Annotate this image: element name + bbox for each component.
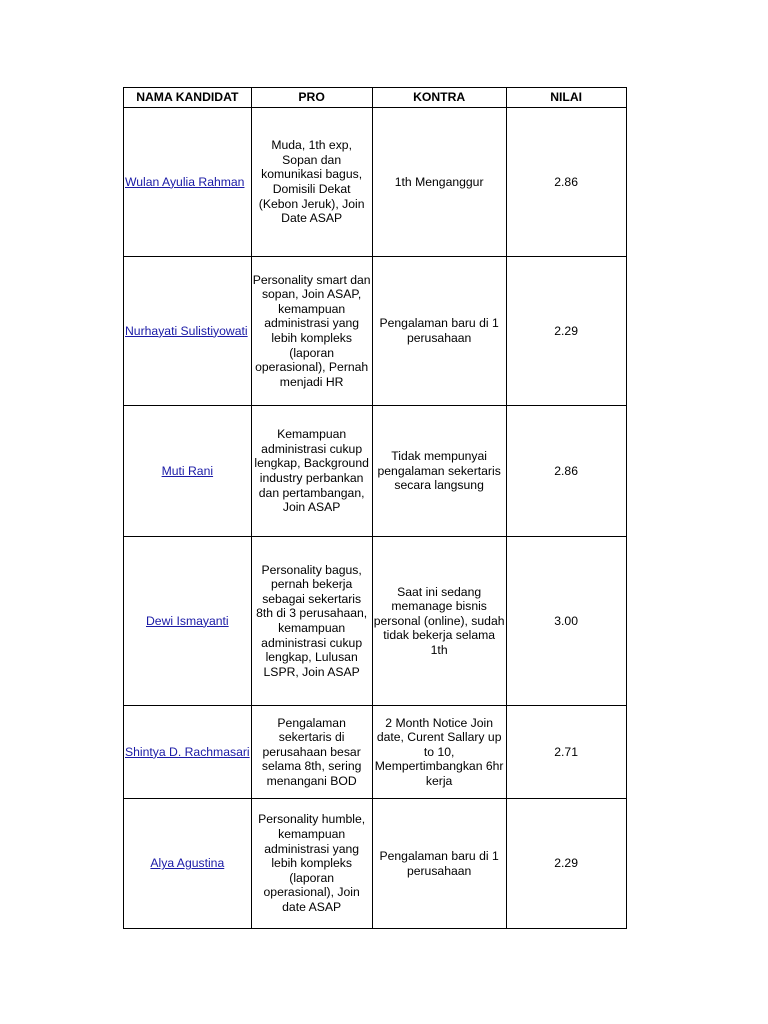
table-row [124,257,627,406]
kontra-cell: 2 Month Notice Join date, Curent Sallary up to 10, Mempertimbangkan 6hr kerja [372,706,506,799]
nilai-cell: 2.86 [506,406,626,537]
header-row [124,88,627,108]
candidate-name-link[interactable]: Nurhayati Sulistiyowati [125,323,248,338]
kontra-cell: 1th Menganggur [372,108,506,257]
table-row [124,108,627,257]
candidate-name-link[interactable]: Dewi Ismayanti [146,613,229,628]
header-nilai: NILAI [506,88,626,108]
kontra-cell: Tidak mempunyai pengalaman sekertaris secara langsung [372,406,506,537]
candidate-name-cell [124,537,252,706]
candidate-name-cell [124,257,252,406]
pro-cell: Muda, 1th exp, Sopan dan komunikasi bagus, Domisili Dekat (Kebon Jeruk), Join Date ASAP [251,108,372,257]
kontra-cell: Saat ini sedang memanage bisnis personal (online), sudah tidak bekerja selama 1th [372,537,506,706]
nilai-cell: 3.00 [506,537,626,706]
table-row [124,406,627,537]
header-kontra: KONTRA [372,88,506,108]
candidate-table [123,87,627,929]
candidate-name-cell [124,406,252,537]
pro-cell: Pengalaman sekertaris di perusahaan besar selama 8th, sering menangani BOD [251,706,372,799]
table-row [124,537,627,706]
pro-cell: Personality humble, kemampuan administrasi yang lebih kompleks (laporan operasional), Join date ASAP [251,799,372,929]
pro-cell: Personality bagus, pernah bekerja sebagai sekertaris 8th di 3 perusahaan, kemampuan administrasi cukup lengkap, Lulusan LSPR, Join ASAP [251,537,372,706]
kontra-cell: Pengalaman baru di 1 perusahaan [372,257,506,406]
kontra-cell: Pengalaman baru di 1 perusahaan [372,799,506,929]
table-row [124,706,627,799]
table-row [124,799,627,929]
pro-cell: Personality smart dan sopan, Join ASAP, kemampuan administrasi yang lebih kompleks (laporan operasional), Pernah menjadi HR [251,257,372,406]
candidate-name-link[interactable]: Shintya D. Rachmasari [125,744,250,759]
nilai-cell: 2.86 [506,108,626,257]
nilai-cell: 2.71 [506,706,626,799]
nilai-cell: 2.29 [506,257,626,406]
candidate-name-link[interactable]: Muti Rani [161,463,214,478]
pro-cell: Kemampuan administrasi cukup lengkap, Background industry perbankan dan pertambangan, Join ASAP [251,406,372,537]
header-name: NAMA KANDIDAT [124,88,252,108]
candidate-name-cell [124,706,252,799]
candidate-name-cell [124,108,252,257]
candidate-name-cell [124,799,252,929]
header-pro: PRO [251,88,372,108]
candidate-name-link[interactable]: Alya Agustina [150,856,225,871]
candidate-name-link[interactable]: Wulan Ayulia Rahman [125,174,245,189]
nilai-cell: 2.29 [506,799,626,929]
